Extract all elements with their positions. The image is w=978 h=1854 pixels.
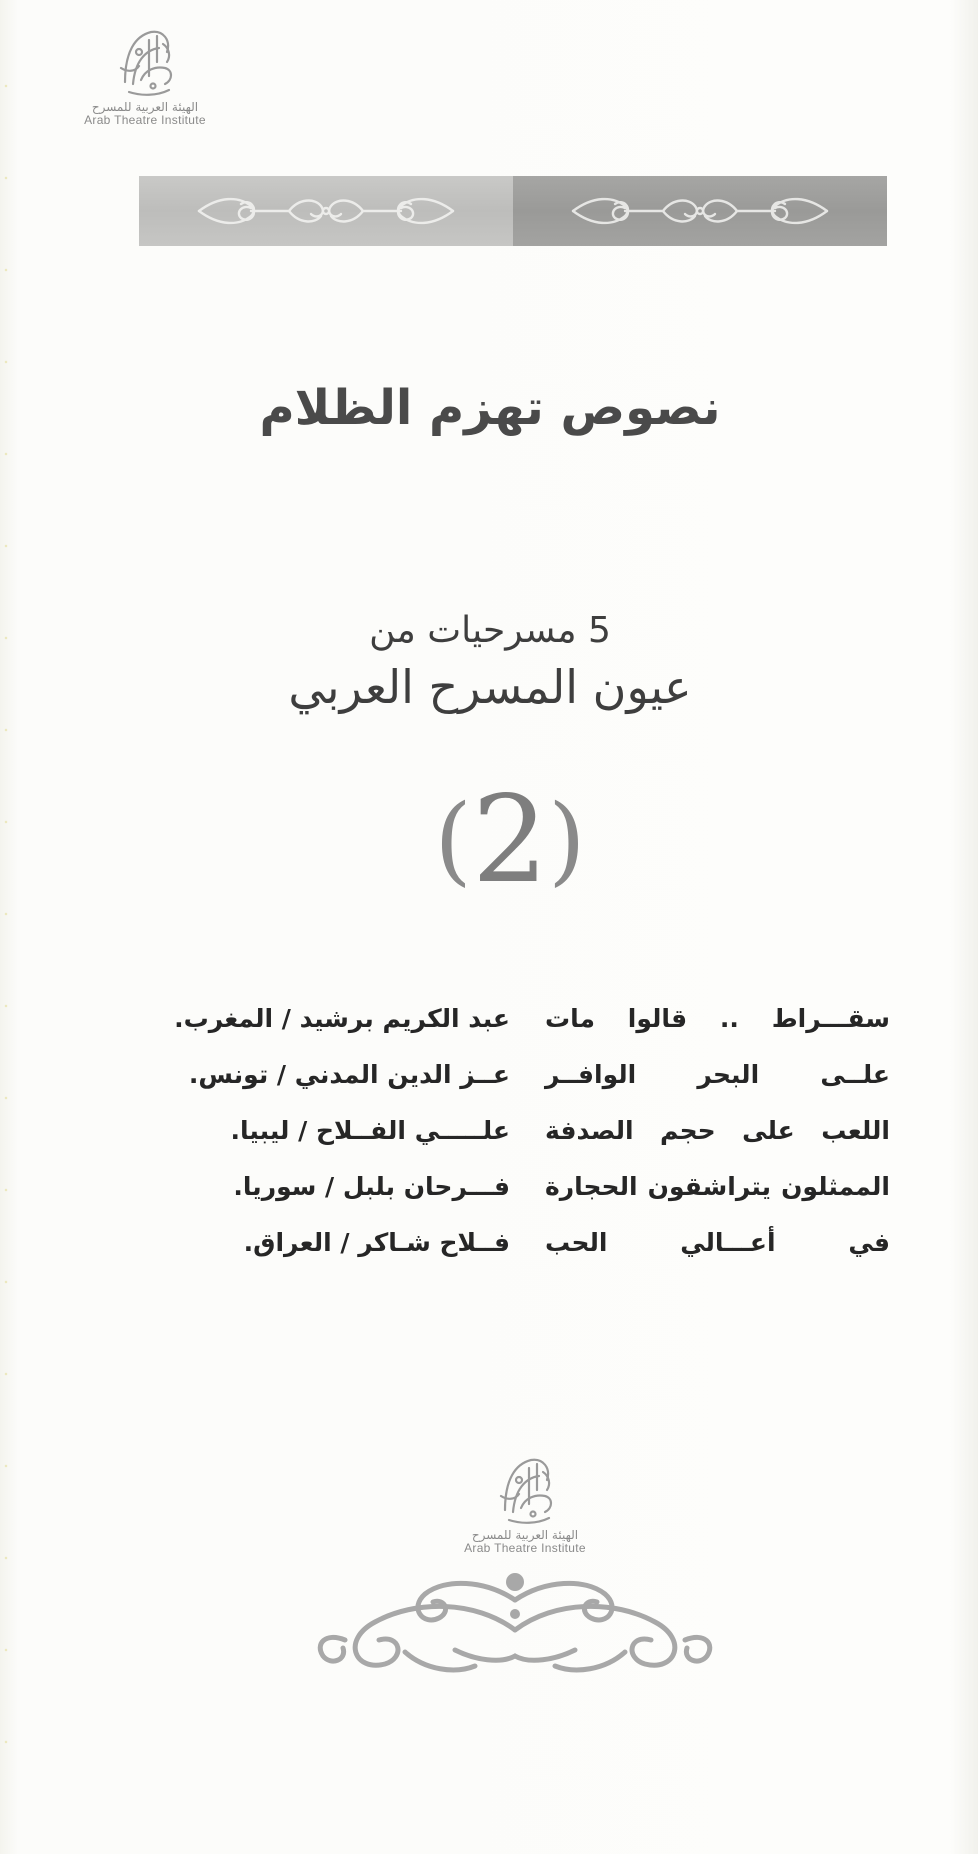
play-row — [140, 1102, 890, 1158]
page-edge-texture — [4, 40, 8, 1820]
book-title: نصوص تهزم الظلام — [259, 380, 721, 436]
play-row — [140, 1214, 890, 1270]
publisher-name-arabic: الهيئة العربية للمسرح — [91, 100, 199, 114]
calligraphy-seal-icon — [105, 22, 185, 98]
publisher-name-english: Arab Theatre Institute — [84, 113, 206, 127]
play-row — [140, 1158, 890, 1214]
ornament-band-dark — [513, 176, 887, 246]
play-row — [140, 990, 890, 1046]
play-title: علــى البحر الوافــر — [545, 1059, 890, 1089]
book-subtitle-series: عيون المسرح العربي — [288, 660, 692, 714]
play-title: سقـــراط .. قالوا مات — [545, 1003, 890, 1033]
ornament-band — [139, 176, 887, 246]
publisher-logo-bottom — [440, 1450, 610, 1555]
play-author: فـــرحان بلبل / سوريا. — [233, 1171, 510, 1201]
play-author: فــلاح شـاكر / العراق. — [243, 1227, 510, 1257]
play-author: علـــــي الفــلاح / ليبيا. — [230, 1115, 510, 1145]
play-title: اللعب على حجم الصدفة — [545, 1115, 890, 1145]
plays-list — [140, 990, 890, 1270]
volume-open-paren: ( — [434, 784, 472, 896]
publisher-logo-top — [60, 22, 230, 127]
play-row — [140, 1046, 890, 1102]
ornament-band-light — [139, 176, 513, 246]
book-subtitle-count: 5 مسرحيات من — [369, 610, 611, 651]
volume-close-paren: ) — [548, 784, 586, 896]
volume-number — [380, 770, 640, 911]
flourish-ornament-icon — [305, 1560, 725, 1680]
play-author: عــز الدين المدني / تونس. — [188, 1059, 510, 1089]
calligraphy-seal-icon — [485, 1450, 565, 1526]
play-title: الممثلون يتراشقون الحجارة — [545, 1171, 890, 1201]
play-author: عبد الكريم برشيد / المغرب. — [174, 1003, 510, 1033]
volume-digit: 2 — [471, 771, 549, 910]
publisher-name-english: Arab Theatre Institute — [464, 1541, 586, 1555]
publisher-name-arabic: الهيئة العربية للمسرح — [471, 1528, 579, 1542]
scroll-ornament-icon — [513, 176, 887, 246]
play-title: في أعـــالي الحب — [545, 1227, 890, 1257]
scroll-ornament-icon — [139, 176, 513, 246]
